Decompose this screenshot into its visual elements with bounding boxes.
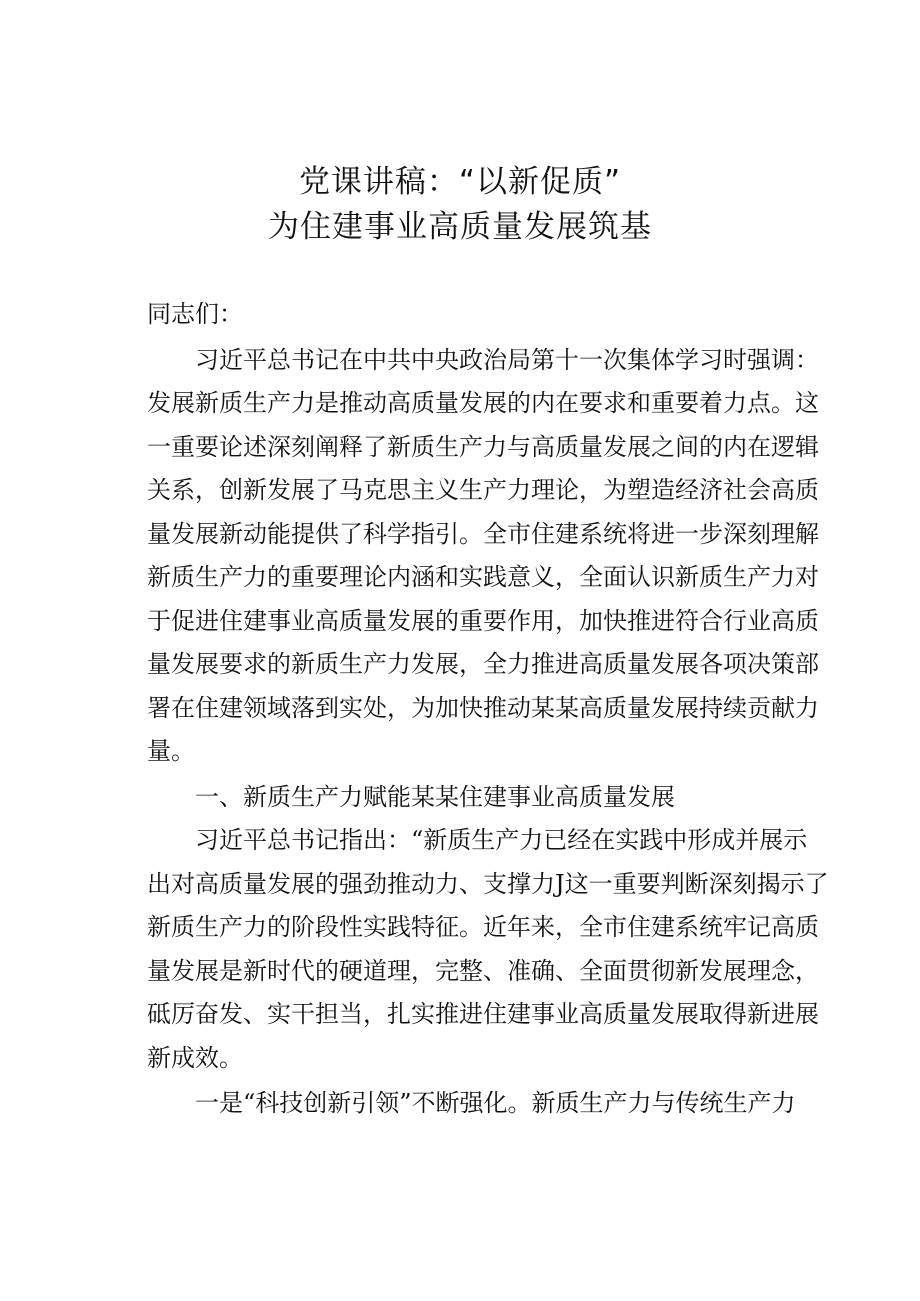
paragraph-3-line-1: 一是“科技创新引领”不断强化。新质生产力与传统生产力 [195, 1089, 796, 1117]
paragraph-1-line-5: 量发展新动能提供了科学指引。全市住建系统将进一步深刻理解 [147, 520, 819, 548]
paragraph-1-line-1: 习近平总书记在中共中央政治局第十一次集体学习时强调： [195, 346, 819, 374]
section-heading-1: 一、新质生产力赋能某某住建事业高质量发展 [195, 783, 675, 811]
paragraph-1-line-10: 量。 [147, 737, 195, 765]
paragraph-2-line-4: 量发展是新时代的硬道理，完整、准确、全面贯彻新发展理念， [147, 957, 819, 985]
paragraph-2-line-5: 砥厉奋发、实干担当，扎实推进住建事业高质量发展取得新进展 [147, 1000, 819, 1028]
salutation: 同志们： [147, 300, 243, 328]
paragraph-2-line-2: 出对高质量发展的强劲推动力、支撑力J这一重要判断深刻揭示了 [147, 870, 829, 898]
paragraph-1-line-2: 发展新质生产力是推动高质量发展的内在要求和重要着力点。这 [147, 389, 819, 417]
paragraph-1-line-6: 新质生产力的重要理论内涵和实践意义，全面认识新质生产力对 [147, 563, 819, 591]
document-title-line-2: 为住建事业高质量发展筑基 [268, 209, 652, 245]
paragraph-1-line-7: 于促进住建事业高质量发展的重要作用，加快推进符合行业高质 [147, 607, 819, 635]
paragraph-1-line-9: 署在住建领域落到实处，为加快推动某某高质量发展持续贡献力 [147, 694, 819, 722]
paragraph-1-line-8: 量发展要求的新质生产力发展，全力推进高质量发展各项决策部 [147, 650, 819, 678]
paragraph-1-line-4: 关系，创新发展了马克思主义生产力理论，为塑造经济社会高质 [147, 476, 819, 504]
paragraph-2-line-6: 新成效。 [147, 1044, 243, 1072]
paragraph-1-line-3: 一重要论述深刻阐释了新质生产力与高质量发展之间的内在逻辑 [147, 433, 819, 461]
document-title-line-1: 党课讲稿：“以新促质” [298, 164, 622, 200]
paragraph-2-line-1: 习近平总书记指出：“新质生产力已经在实践中形成并展示 [195, 826, 808, 854]
paragraph-2-line-3: 新质生产力的阶段性实践特征。近年来，全市住建系统牢记高质 [147, 913, 819, 941]
